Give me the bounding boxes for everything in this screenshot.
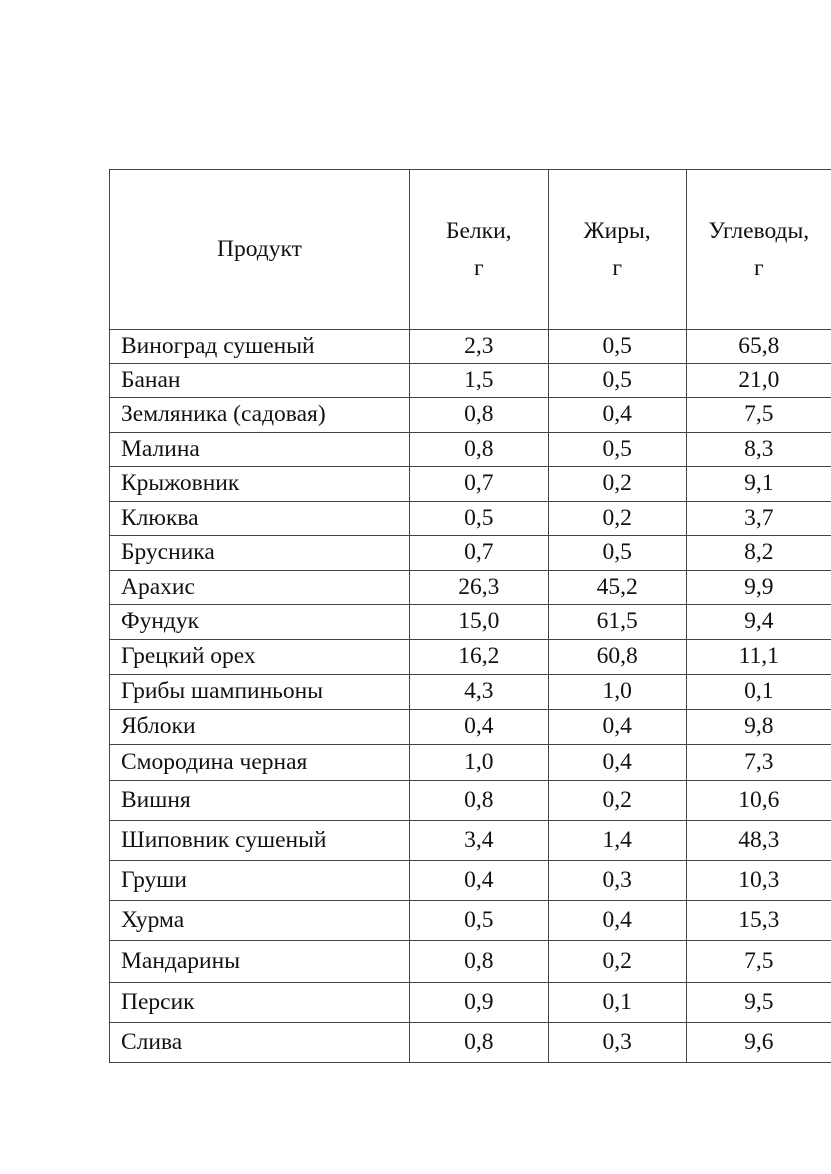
fat-cell: 0,5 (548, 433, 686, 467)
table-row (110, 901, 831, 941)
fat-cell: 0,2 (548, 502, 686, 536)
protein-cell: 2,3 (409, 330, 548, 364)
product-name-cell: Малина (110, 433, 410, 467)
protein-cell: 15,0 (409, 605, 548, 640)
protein-cell: 0,8 (409, 781, 548, 821)
fat-cell: 0,1 (548, 983, 686, 1023)
carbs-cell: 48,3 (686, 821, 831, 861)
header-fat (548, 170, 686, 330)
table-row (110, 861, 831, 901)
protein-cell: 0,8 (409, 433, 548, 467)
carbs-cell: 11,1 (686, 640, 831, 675)
product-name-cell: Смородина черная (110, 745, 410, 781)
fat-cell: 0,3 (548, 861, 686, 901)
protein-cell: 1,5 (409, 364, 548, 398)
table-row (110, 605, 831, 640)
table-row (110, 571, 831, 605)
protein-cell: 0,7 (409, 536, 548, 571)
fat-cell: 0,5 (548, 536, 686, 571)
carbs-cell: 9,8 (686, 710, 831, 745)
protein-cell: 0,8 (409, 398, 548, 433)
carbs-cell: 7,5 (686, 398, 831, 433)
fat-cell: 0,4 (548, 398, 686, 433)
table-row (110, 536, 831, 571)
table-row (110, 941, 831, 983)
fat-cell: 0,3 (548, 1023, 686, 1063)
protein-cell: 0,9 (409, 983, 548, 1023)
carbs-cell: 9,6 (686, 1023, 831, 1063)
carbs-cell: 9,5 (686, 983, 831, 1023)
fat-cell: 45,2 (548, 571, 686, 605)
table-row (110, 1023, 831, 1063)
product-name-cell: Фундук (110, 605, 410, 640)
header-product: Продукт (110, 170, 410, 330)
product-name-cell: Банан (110, 364, 410, 398)
table-row (110, 745, 831, 781)
protein-cell: 3,4 (409, 821, 548, 861)
header-fat-unit: г (612, 254, 622, 281)
carbs-cell: 8,2 (686, 536, 831, 571)
header-carbs-unit: г (753, 254, 764, 281)
fat-cell: 0,5 (548, 330, 686, 364)
header-protein-unit: г (473, 254, 484, 281)
carbs-cell: 65,8 (686, 330, 831, 364)
table-row (110, 821, 831, 861)
carbs-cell: 10,6 (686, 781, 831, 821)
fat-cell: 0,2 (548, 941, 686, 983)
carbs-cell: 9,1 (686, 467, 831, 502)
fat-cell: 60,8 (548, 640, 686, 675)
product-name-cell: Вишня (110, 781, 410, 821)
product-name-cell: Грибы шампиньоны (110, 675, 410, 710)
protein-cell: 0,8 (409, 1023, 548, 1063)
table-row (110, 502, 831, 536)
fat-cell: 0,5 (548, 364, 686, 398)
protein-cell: 4,3 (409, 675, 548, 710)
table-row (110, 781, 831, 821)
product-name-cell: Земляника (садовая) (110, 398, 410, 433)
product-name-cell: Шиповник сушеный (110, 821, 410, 861)
protein-cell: 0,7 (409, 467, 548, 502)
product-name-cell: Слива (110, 1023, 410, 1063)
table-row (110, 983, 831, 1023)
carbs-cell: 10,3 (686, 861, 831, 901)
product-name-cell: Крыжовник (110, 467, 410, 502)
protein-cell: 0,4 (409, 710, 548, 745)
header-protein-label: Белки, (446, 217, 512, 244)
table-row (110, 710, 831, 745)
fat-cell: 0,2 (548, 467, 686, 502)
header-row (110, 170, 831, 330)
fat-cell: 0,2 (548, 781, 686, 821)
product-name-cell: Брусника (110, 536, 410, 571)
fat-cell: 0,4 (548, 901, 686, 941)
table-row (110, 330, 831, 364)
table-row (110, 467, 831, 502)
carbs-cell: 9,4 (686, 605, 831, 640)
carbs-cell: 7,5 (686, 941, 831, 983)
product-name-cell: Мандарины (110, 941, 410, 983)
protein-cell: 0,4 (409, 861, 548, 901)
protein-cell: 0,5 (409, 901, 548, 941)
protein-cell: 16,2 (409, 640, 548, 675)
fat-cell: 0,4 (548, 745, 686, 781)
carbs-cell: 8,3 (686, 433, 831, 467)
fat-cell: 0,4 (548, 710, 686, 745)
carbs-cell: 21,0 (686, 364, 831, 398)
table-row (110, 640, 831, 675)
table-row (110, 398, 831, 433)
table-row (110, 364, 831, 398)
nutrition-table (109, 169, 831, 1063)
product-name-cell: Грецкий орех (110, 640, 410, 675)
header-carbs (686, 170, 831, 330)
table-row (110, 433, 831, 467)
carbs-cell: 9,9 (686, 571, 831, 605)
header-protein (409, 170, 548, 330)
protein-cell: 26,3 (409, 571, 548, 605)
protein-cell: 0,8 (409, 941, 548, 983)
carbs-cell: 0,1 (686, 675, 831, 710)
header-fat-label: Жиры, (583, 217, 651, 244)
carbs-cell: 15,3 (686, 901, 831, 941)
fat-cell: 1,0 (548, 675, 686, 710)
product-name-cell: Арахис (110, 571, 410, 605)
product-name-cell: Виноград сушеный (110, 330, 410, 364)
carbs-cell: 3,7 (686, 502, 831, 536)
fat-cell: 1,4 (548, 821, 686, 861)
product-name-cell: Груши (110, 861, 410, 901)
protein-cell: 0,5 (409, 502, 548, 536)
product-name-cell: Яблоки (110, 710, 410, 745)
table-row (110, 675, 831, 710)
product-name-cell: Клюква (110, 502, 410, 536)
carbs-cell: 7,3 (686, 745, 831, 781)
product-name-cell: Хурма (110, 901, 410, 941)
table-body (110, 330, 831, 1063)
product-name-cell: Персик (110, 983, 410, 1023)
fat-cell: 61,5 (548, 605, 686, 640)
protein-cell: 1,0 (409, 745, 548, 781)
header-carbs-label: Углеводы, (708, 217, 810, 244)
